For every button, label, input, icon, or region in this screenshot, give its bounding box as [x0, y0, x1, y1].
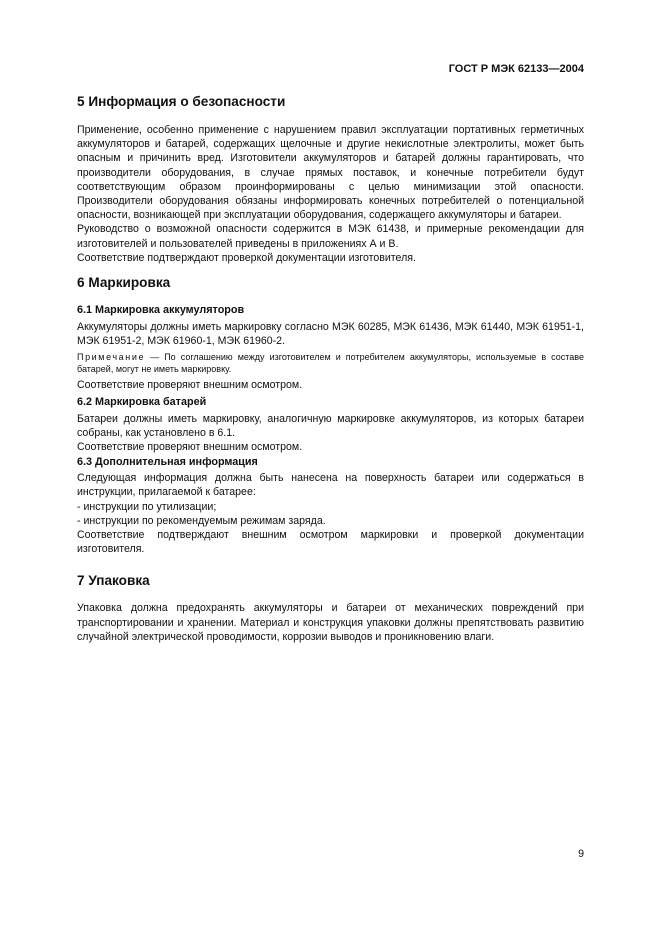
subsection-6-1-title: 6.1 Маркировка аккумуляторов — [77, 304, 245, 317]
subsection-6-1-note — [77, 351, 584, 375]
subsection-6-3-title: 6.3 Дополнительная информация — [77, 456, 258, 469]
page-number: 9 — [578, 848, 584, 860]
section-5-paragraph-1: Применение, особенно применение с нарушением правил эксплуатации портативных герметичных аккумуляторов и батарей, содержащих щелочные и другие некислотные электролиты, может быть опасным и причинить вред. Изготовители аккумуляторов и батарей должны гарантировать, что производители оборудования, в случае прямых поставок, и конечные потребители будут соответствующим образом проинформированы с целью минимизации этой опасности. Производители оборудования обязаны информировать конечных потребителей о потенциальной опасности, возникающей при эксплуатации оборудования, содержащего аккумуляторы и батареи. — [77, 124, 584, 222]
subsection-6-2-paragraph: Батареи должны иметь маркировку, аналогичную маркировке аккумуляторов, из которых батареи собраны, как установлено в 6.1. — [77, 412, 584, 439]
section-7-title: 7 Упаковка — [77, 573, 150, 589]
list-item: - инструкции по утилизации; — [77, 500, 217, 513]
instruction-list — [77, 500, 584, 528]
section-5-paragraph-2: Руководство о возможной опасности содержится в МЭК 61438, и примерные рекомендации для изготовителей и пользователей приведены в приложениях А и В. — [77, 223, 584, 250]
standard-header: ГОСТ Р МЭК 62133—2004 — [448, 63, 584, 75]
subsection-6-3-paragraph: Следующая информация должна быть нанесена на поверхность батареи или содержаться в инструкции, прилагаемой к батарее: — [77, 472, 584, 499]
subsection-6-3-conformity: Соответствие подтверждают внешним осмотром маркировки и проверкой документации изготовителя. — [77, 529, 584, 556]
note-label: Примечание — [77, 352, 146, 363]
note-text: — По соглашению между изготовителем и потребителем аккумуляторы, используемые в составе батарей, могут не иметь маркировку. — [77, 352, 584, 375]
subsection-6-1-paragraph: Аккумуляторы должны иметь маркировку согласно МЭК 60285, МЭК 61436, МЭК 61440, МЭК 61951-1, МЭК 61951-2, МЭК 61960-1, МЭК 61960-2. — [77, 321, 584, 348]
subsection-6-2-title: 6.2 Маркировка батарей — [77, 395, 207, 408]
list-item: - инструкции по рекомендуемым режимам заряда. — [77, 514, 326, 527]
section-7-paragraph: Упаковка должна предохранять аккумуляторы и батареи от механических повреждений при транспортировании и хранении. Материал и конструкция упаковки должны препятствовать развитию случайной электрической проводимости, коррозии выводов и проникновению влаги. — [77, 602, 584, 643]
section-6-title: 6 Маркировка — [77, 275, 171, 291]
subsection-6-2-conformity: Соответствие проверяют внешним осмотром. — [77, 441, 303, 454]
section-5-paragraph-3: Соответствие подтверждают проверкой документации изготовителя. — [77, 251, 416, 264]
subsection-6-1-conformity: Соответствие проверяют внешним осмотром. — [77, 379, 303, 392]
section-5-title: 5 Информация о безопасности — [77, 94, 286, 109]
section-5-body — [77, 123, 584, 265]
